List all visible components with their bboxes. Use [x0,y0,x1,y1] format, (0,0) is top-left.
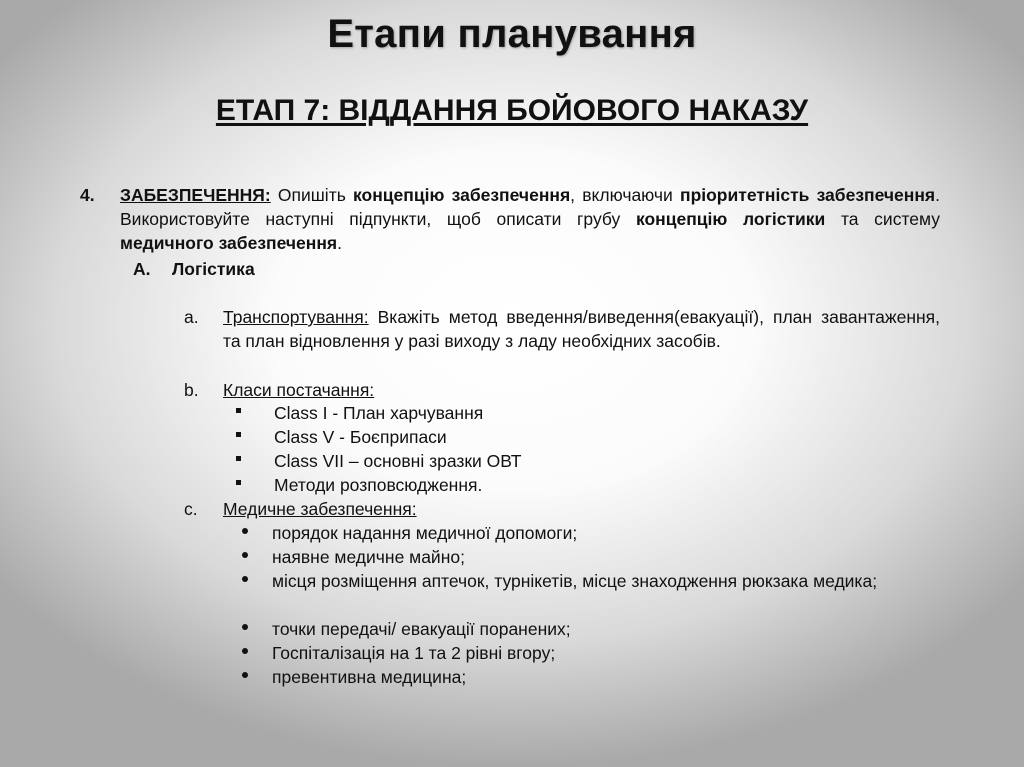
medical-item: превентивна медицина; [272,667,467,687]
transport-text: Вкажіть метод введення/виведення(евакуації), план завантаження, та план відновлення у разі виходу з ладу необхідних засобів. [223,307,940,351]
supply-item: Class V - Боєприпаси [274,427,447,447]
round-bullet-icon [242,672,248,678]
logistics-letter: A. [133,259,151,279]
square-bullet-icon [236,408,241,413]
bold-run: медичного забезпечення [120,233,338,253]
text-run: та систему [825,209,940,229]
supply-letter: b. [184,380,199,400]
text-run: . Використовуйте наступні підпункти, щоб описати грубу [120,185,941,229]
transport-letter: a. [184,307,199,327]
item4-paragraph [120,183,940,255]
stage-heading: ЕТАП 7: ВІДДАННЯ БОЙОВОГО НАКАЗУ [215,94,809,127]
logistics-label: Логістика [172,259,255,279]
round-bullet-icon [242,648,248,654]
medical-item: місця розміщення аптечок, турнікетів, місце знаходження рюкзака медика; [272,571,878,591]
round-bullet-icon [242,528,248,534]
medical-item: наявне медичне майно; [272,547,465,567]
supply-label: Класи постачання: [223,380,375,400]
bold-run: пріоритетність забезпечення [680,185,936,205]
medical-item: порядок надання медичної допомоги; [272,523,578,543]
medical-item: точки передачі/ евакуації поранених; [272,619,571,639]
round-bullet-icon [242,552,248,558]
text-run: . [337,233,343,253]
round-bullet-icon [242,624,248,630]
medical-item: Госпіталізація на 1 та 2 рівні вгору; [272,643,556,663]
bold-run: концепцію забезпечення [353,185,571,205]
transport-paragraph [223,305,940,353]
square-bullet-icon [236,432,241,437]
square-bullet-icon [236,480,241,485]
transport-label: Транспортування: [223,307,369,327]
medical-label: Медичне забезпечення: [223,499,417,519]
item-number: 4. [80,185,95,205]
medical-letter: c. [184,499,198,519]
supply-item: Методи розповсюдження. [274,475,483,495]
square-bullet-icon [236,456,241,461]
supply-item: Class VII – основні зразки ОВТ [274,451,522,471]
text-run: Опишіть [270,185,354,205]
support-label: ЗАБЕЗПЕЧЕННЯ: [120,185,271,205]
text-run: , включаючи [570,185,680,205]
slide-title: Етапи планування [327,12,697,56]
supply-item: Class I - План харчування [274,403,484,423]
bold-run: концепцію логістики [635,209,826,229]
